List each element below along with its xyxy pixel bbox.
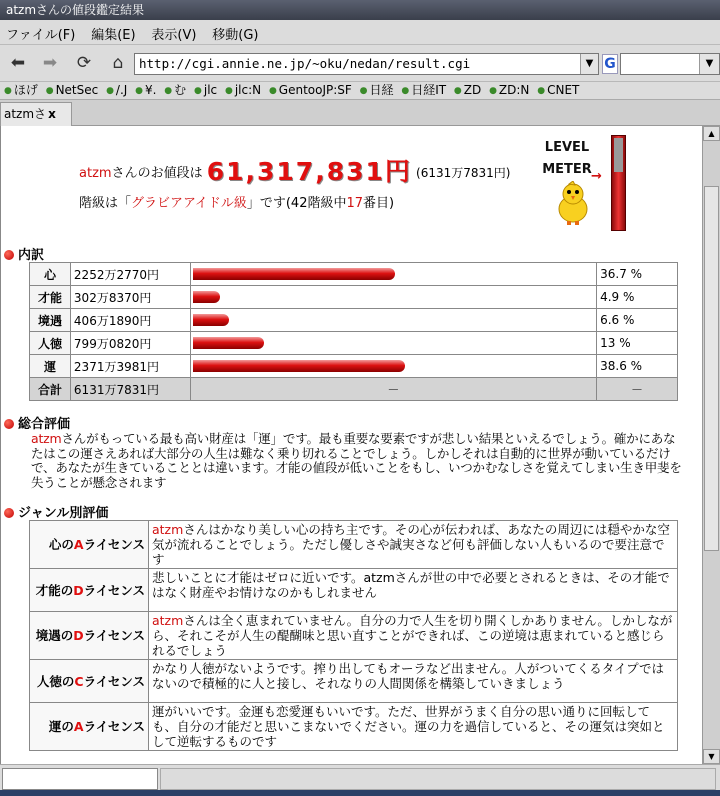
table-row xyxy=(30,660,678,703)
search-input[interactable] xyxy=(620,53,720,75)
level-meter xyxy=(541,133,631,233)
ratio-bar xyxy=(193,268,395,280)
overall-body: さんがもっている最も高い財産は「運」です。最も重要な要素ですが悲しい結果といえるでしょう。確かにあなたはこの運さえあれば大部分の人生は難なく乗り切れることでしょう。しかしそれは自動的に世界が動いているだけで、あなたが生きていることとは違います。才能の値段が低いことをもし、いつかむなしさを覚えてしまい生き甲斐を失うことが懸念されます xyxy=(31,431,682,490)
table-row xyxy=(30,612,678,660)
bookmark-item[interactable]: ● /.J xyxy=(106,83,127,97)
row-key: 人徳 xyxy=(30,332,71,355)
genre-label xyxy=(30,612,149,660)
genre-body: かなり人徳がないようです。搾り出してもオーラなど出ません。人がついてくるタイプではないので積極的に人と接し、それなりの人間関係を構築していきましょう xyxy=(152,661,665,691)
bar-cell xyxy=(190,309,596,332)
home-icon[interactable]: ⌂ xyxy=(112,53,124,73)
meter-label-line1: LEVEL xyxy=(544,140,590,155)
navigation-toolbar xyxy=(0,45,720,82)
genre-label-post: ライセンス xyxy=(83,673,145,689)
total-bar-cell: － xyxy=(190,378,596,401)
row-key: 境遇 xyxy=(30,309,71,332)
row-value: 302万8370円 xyxy=(70,286,190,309)
meter-label-line2: METER xyxy=(542,162,592,177)
scroll-down-icon[interactable]: ▼ xyxy=(703,749,720,764)
genre-user-name: atzm xyxy=(152,522,184,537)
chick-mascot-icon xyxy=(555,181,591,225)
back-arrow-icon[interactable]: ⬅ xyxy=(10,53,26,73)
overall-text xyxy=(31,432,683,490)
search-engine-icon[interactable]: G xyxy=(602,54,618,74)
bookmark-item[interactable]: ● jlc xyxy=(194,83,217,97)
row-value: 799万0820円 xyxy=(70,332,190,355)
bookmark-item[interactable]: ● jlc:N xyxy=(225,83,261,97)
row-value: 2371万3981円 xyxy=(70,355,190,378)
bookmark-item[interactable]: ● ZD:N xyxy=(489,83,529,97)
genre-body: 悲しいことに才能はゼロに近いです。atzmさんが世の中で必要とされるときは、その才能ではなく財産やお情けなのかもしれません xyxy=(152,570,670,600)
overall-user-name: atzm xyxy=(31,431,62,446)
menu-edit[interactable]: 編集(E) xyxy=(91,28,136,43)
genre-label xyxy=(30,703,149,751)
genre-text xyxy=(149,569,678,612)
genre-label-pre: 運の xyxy=(48,719,74,734)
genre-grade: D xyxy=(73,628,84,643)
total-value: 6131万7831円 xyxy=(70,378,190,401)
tab-label: atzmさ xyxy=(4,107,47,121)
price-prefix: さんのお値段は xyxy=(111,166,203,181)
rank-suffix: 」です(42階級中 xyxy=(246,196,347,211)
scroll-up-icon[interactable]: ▲ xyxy=(703,126,720,141)
tab-result[interactable] xyxy=(0,102,72,126)
menu-bar xyxy=(0,20,720,45)
window-title-bar xyxy=(0,0,720,20)
window-title: atzmさんの値段鑑定結果 xyxy=(6,3,145,17)
row-percent: 13 % xyxy=(597,332,678,355)
bar-cell xyxy=(190,355,596,378)
url-input[interactable]: http://cgi.annie.ne.jp/~oku/nedan/result.cgi xyxy=(134,53,599,75)
breakdown-heading: 内訳 xyxy=(4,244,44,263)
genre-label-post: ライセンス xyxy=(83,628,145,643)
status-text-area xyxy=(160,768,716,790)
taskbar-strip xyxy=(0,790,720,796)
table-row xyxy=(30,569,678,612)
genre-text xyxy=(149,660,678,703)
genre-grade: D xyxy=(73,582,84,598)
user-name: atzm xyxy=(79,166,112,181)
table-row xyxy=(30,703,678,751)
menu-view[interactable]: 表示(V) xyxy=(151,28,197,43)
row-percent: 4.9 % xyxy=(597,286,678,309)
row-percent: 6.6 % xyxy=(597,309,678,332)
row-value: 406万1890円 xyxy=(70,309,190,332)
row-key: 才能 xyxy=(30,286,71,309)
bookmark-item[interactable]: ● 日経 xyxy=(360,83,394,97)
reload-icon[interactable]: ⟳ xyxy=(76,53,92,73)
table-row xyxy=(30,286,678,309)
table-row xyxy=(30,521,678,569)
genre-label-pre: 才能の xyxy=(35,582,74,598)
genre-label-pre: 境遇の xyxy=(35,628,74,643)
price-line xyxy=(79,152,510,188)
search-dropdown-icon[interactable]: ▼ xyxy=(699,54,719,74)
row-percent: 36.7 % xyxy=(597,263,678,286)
ratio-bar xyxy=(193,360,405,372)
genre-label xyxy=(30,521,149,569)
row-percent: 38.6 % xyxy=(597,355,678,378)
ratio-bar xyxy=(193,337,265,349)
row-value: 2252万2770円 xyxy=(70,263,190,286)
bar-cell xyxy=(190,332,596,355)
genre-table xyxy=(29,520,678,751)
genre-body: さんは全く恵まれていません。自分の力で人生を切り開くしかありません。しかしながら、それこそが人生の醍醐味と思い直すことができれば、この逆境は恵まれていると感じられるでしょう xyxy=(152,613,673,658)
rank-number: 17 xyxy=(346,196,364,211)
rank-value: グラビアアイドル級 xyxy=(131,196,247,211)
meter-empty-part xyxy=(614,138,623,172)
genre-text xyxy=(149,612,678,660)
genre-label-post: ライセンス xyxy=(83,582,145,598)
genre-label xyxy=(30,569,149,612)
breakdown-table xyxy=(29,262,678,401)
ratio-bar xyxy=(193,314,229,326)
scrollbar-thumb[interactable] xyxy=(704,186,719,551)
genre-label xyxy=(30,660,149,703)
ratio-bar xyxy=(193,291,220,303)
bookmarks-bar xyxy=(0,82,720,100)
genre-label-post: ライセンス xyxy=(83,537,145,552)
total-percent: － xyxy=(597,378,678,401)
page-content xyxy=(0,126,702,764)
table-row xyxy=(30,263,678,286)
row-key: 心 xyxy=(30,263,71,286)
genre-label-pre: 心の xyxy=(48,537,74,552)
genre-grade: A xyxy=(73,537,84,552)
meter-tube xyxy=(611,135,626,231)
bookmark-item[interactable]: ● GentooJP:SF xyxy=(269,83,352,97)
bookmark-item[interactable]: ● 日経IT xyxy=(401,83,446,97)
genre-heading: ジャンル別評価 xyxy=(4,502,108,521)
bookmark-item[interactable]: ● CNET xyxy=(537,83,579,97)
bar-cell xyxy=(190,286,596,309)
status-field xyxy=(2,768,158,790)
price-note: (6131万7831円) xyxy=(416,166,511,180)
tab-close-icon[interactable]: x xyxy=(48,107,56,121)
genre-user-name: atzm xyxy=(152,613,184,628)
forward-arrow-icon[interactable]: ➡ xyxy=(42,53,58,73)
rank-prefix: 階級は「 xyxy=(79,196,132,211)
total-row xyxy=(30,378,678,401)
table-row xyxy=(30,355,678,378)
bookmark-item[interactable]: ● ZD xyxy=(454,83,481,97)
rank-line xyxy=(79,192,394,211)
genre-text xyxy=(149,521,678,569)
meter-arrow-icon: → xyxy=(591,169,602,184)
menu-file[interactable]: ファイル(F) xyxy=(6,28,76,43)
bookmark-item[interactable]: ● む xyxy=(164,83,186,97)
total-key: 合計 xyxy=(30,378,71,401)
genre-label-post: ライセンス xyxy=(83,719,145,734)
genre-text xyxy=(149,703,678,751)
genre-body: さんはかなり美しい心の持ち主です。その心が伝われば、あなたの周辺には穏やかな空気が流れることでしょう。ただし優しさや誠実さなど何も評価しない人もいるので要注意です xyxy=(152,522,670,567)
genre-grade: C xyxy=(74,673,84,689)
rank-suffix-end: 番目) xyxy=(363,196,395,211)
menu-go[interactable]: 移動(G) xyxy=(212,28,259,43)
level-meter-label xyxy=(541,137,593,181)
tab-bar xyxy=(0,100,720,126)
row-key: 運 xyxy=(30,355,71,378)
vertical-scrollbar[interactable] xyxy=(702,126,720,764)
bookmark-item[interactable]: ● ¥. xyxy=(135,83,156,97)
table-row xyxy=(30,309,678,332)
genre-label-pre: 人徳の xyxy=(36,673,75,689)
price-value: 61,317,831円 xyxy=(206,157,412,186)
genre-grade: A xyxy=(73,719,84,734)
bar-cell xyxy=(190,263,596,286)
url-history-dropdown-icon[interactable]: ▼ xyxy=(580,54,598,74)
bookmark-item[interactable]: ● NetSec xyxy=(46,83,99,97)
bookmark-item[interactable]: ● ほげ xyxy=(4,83,38,97)
overall-heading: 総合評価 xyxy=(4,413,70,432)
genre-body: 運がいいです。金運も恋愛運もいいです。ただ、世界がうまく自分の思い通りに回転しても、自分の才能だと思いこまないでください。運の力を過信していると、その運気は突如として逆転するものです xyxy=(152,704,665,749)
table-row xyxy=(30,332,678,355)
